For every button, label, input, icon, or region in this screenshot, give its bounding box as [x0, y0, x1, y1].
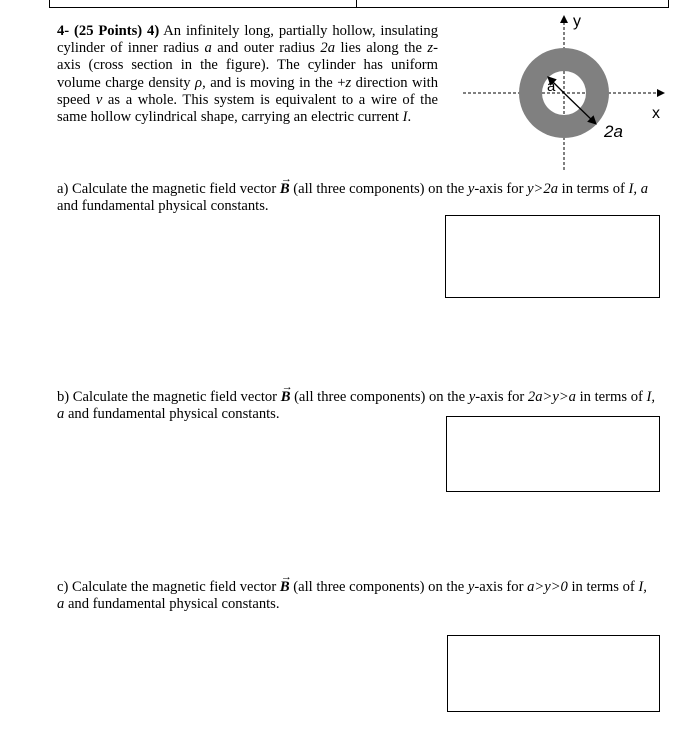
- x-axis-label: x: [652, 105, 660, 122]
- problem-statement: [57, 23, 438, 126]
- intro-text: An infinitely long, partially hollow, insulating cylinder of inner radius: [57, 23, 438, 57]
- question-text: (all three components) on the: [289, 579, 468, 595]
- cross-section-diagram: [455, 5, 680, 180]
- question-text: c) Calculate the magnetic field vector: [57, 579, 280, 595]
- vector-b: → B: [280, 181, 290, 198]
- variables: I, a: [57, 389, 656, 423]
- var-y: y: [467, 579, 475, 595]
- var-I: I: [402, 109, 408, 126]
- question-text: and fundamental physical constants.: [57, 198, 269, 215]
- question-text: in terms of: [567, 579, 639, 595]
- question-a: [57, 181, 663, 215]
- var-y: y: [468, 389, 476, 405]
- var-z: z: [345, 74, 352, 91]
- problem-heading: 4- (25 Points) 4): [57, 23, 160, 39]
- var-z: z: [427, 40, 434, 57]
- question-text: (all three components) on the: [289, 181, 468, 197]
- variables: a: [57, 596, 65, 613]
- intro-text: .: [407, 109, 412, 126]
- variables: I, a: [628, 181, 648, 197]
- condition: 2a>y>a: [527, 389, 576, 405]
- intro-text: as a whole. This system is equivalent to a wire of the same hollow cylindrical shape, carrying an electric current: [57, 91, 438, 126]
- top-table-divider: [356, 0, 357, 8]
- condition: y>2a: [527, 181, 558, 197]
- cross-section-figure: [455, 5, 680, 180]
- inner-radius-label: a: [547, 78, 556, 95]
- var-y: y: [467, 181, 475, 197]
- intro-text: and outer radius: [211, 40, 321, 57]
- variables: I,: [638, 579, 647, 595]
- question-text: in terms of: [575, 389, 647, 405]
- question-text: and fundamental physical constants.: [64, 596, 280, 613]
- outer-radius-label: 2a: [604, 122, 623, 141]
- question-text: in terms of: [558, 181, 629, 197]
- var-a: a: [204, 40, 212, 57]
- var-v: v: [95, 91, 103, 108]
- answer-box-b[interactable]: [446, 416, 660, 492]
- question-text: a) Calculate the magnetic field vector: [57, 181, 280, 197]
- question-text: -axis for: [474, 579, 528, 595]
- question-text: -axis for: [475, 389, 528, 405]
- question-text: and fundamental physical constants.: [64, 406, 280, 423]
- intro-text: direction with speed: [57, 74, 438, 108]
- var-rho: ρ: [195, 74, 203, 91]
- answer-box-a[interactable]: [445, 215, 660, 298]
- vector-b: → B: [281, 389, 291, 406]
- var-2a: 2a: [320, 40, 336, 57]
- answer-box-c[interactable]: [447, 635, 660, 712]
- question-text: (all three components) on the: [290, 389, 469, 405]
- question-c: [57, 579, 663, 613]
- intro-text: lies along the: [335, 40, 428, 57]
- condition: a>y>0: [527, 579, 568, 595]
- y-axis-label: y: [573, 13, 581, 30]
- question-text: -axis for: [474, 181, 528, 197]
- intro-text: , and is moving in the +: [202, 74, 346, 91]
- question-text: b) Calculate the magnetic field vector: [57, 389, 281, 405]
- intro-text: -axis (cross section in the figure). The cylinder has uniform volume charge density: [57, 40, 438, 91]
- vector-b: → B: [280, 579, 290, 596]
